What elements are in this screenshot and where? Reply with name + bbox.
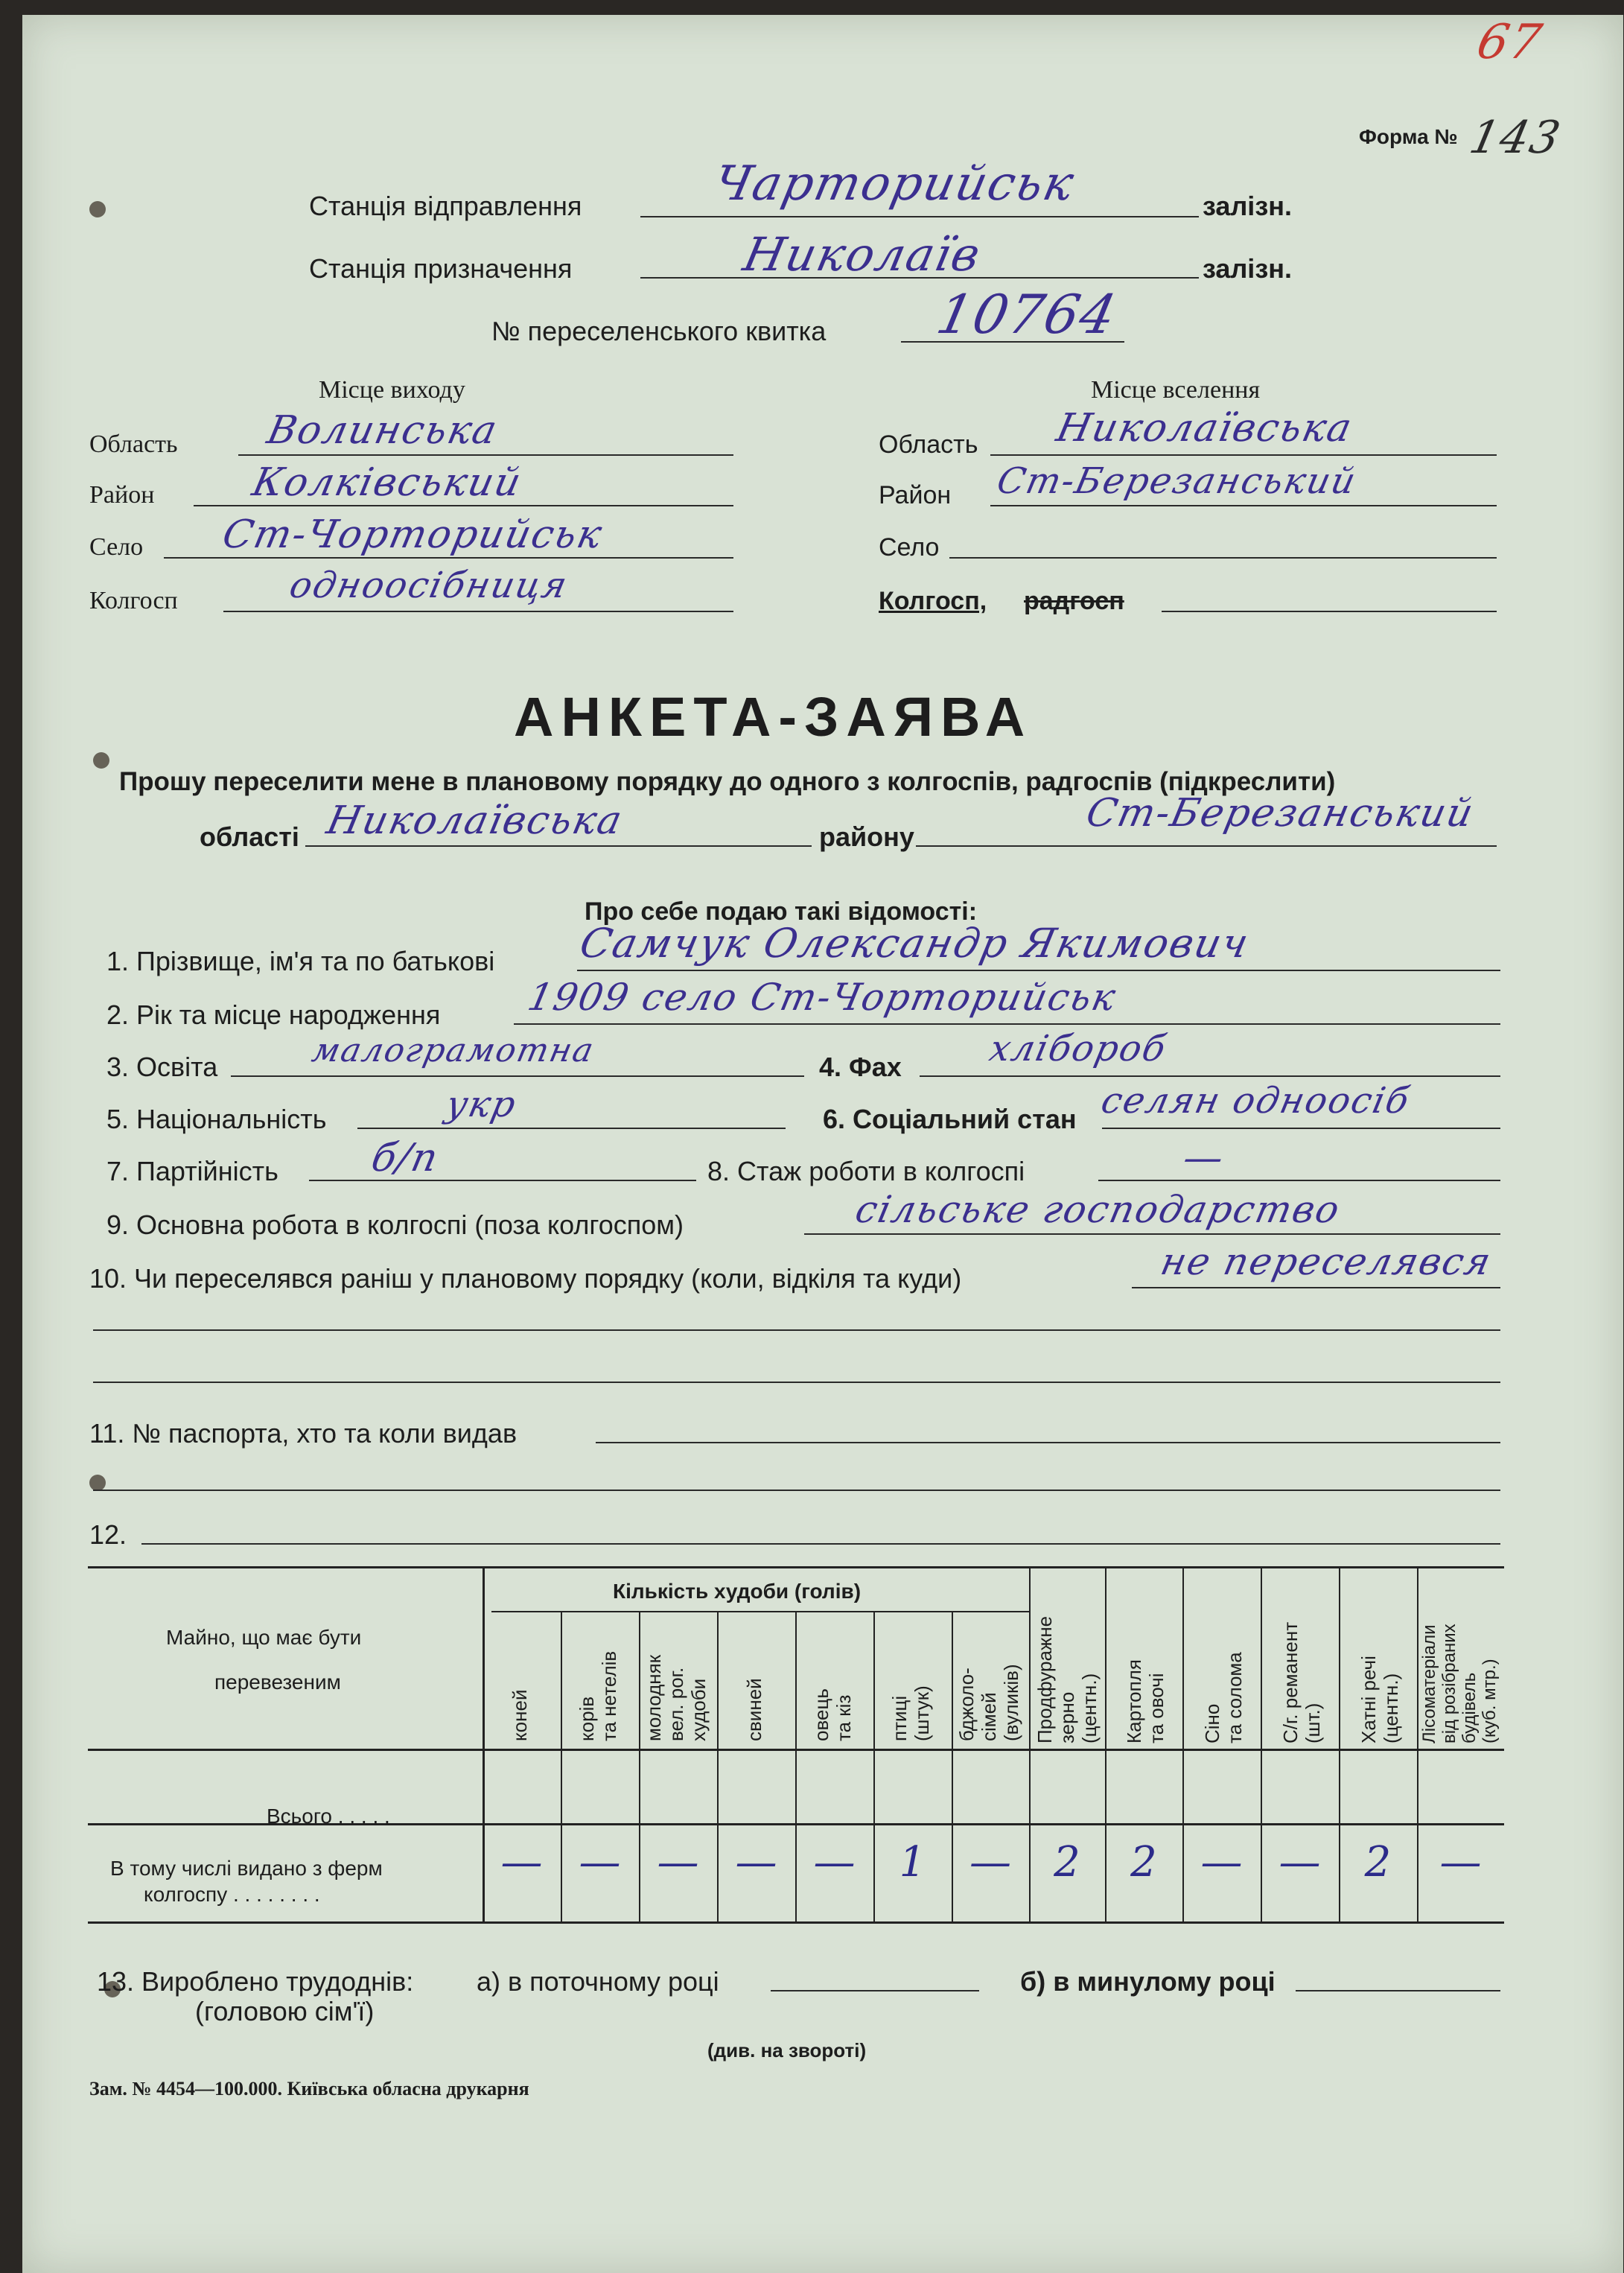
q8-line [1098,1180,1500,1181]
q4-line [920,1075,1500,1077]
col-bees: бджоло- сімей (вуликів) [955,1664,1022,1741]
q3-label: 3. Освіта [106,1052,218,1082]
q12-line [141,1543,1500,1545]
col-cows: корів та нетелів [576,1650,620,1741]
current-year-line [771,1990,979,1991]
forma-label: Форма № [1359,125,1458,148]
destination-label: Станція призначення [309,253,573,284]
q5-line [357,1128,786,1129]
dest-oblast-label: Область [879,430,978,459]
dest-raion-line [990,505,1497,506]
ticket-value: 10764 [932,283,1123,346]
col-grain: Продфуражне зерно (центн.) [1034,1615,1101,1743]
origin-heading: Місце виходу [319,376,465,404]
dest-oblast-value: Николаївська [1052,406,1357,451]
dest-selo-label: Село [879,533,940,562]
issued-value-cell: — [579,1838,621,1886]
printer-note: Зам. № 4454—100.000. Київська обласна друкарня [89,2078,529,2099]
request-text: Прошу переселити мене в плановому порядку до одного з колгоспів, радгоспів (підкреслити) [119,767,1336,796]
origin-selo-label: Село [89,533,144,561]
property-header-1: Майно, що має бути [166,1626,362,1649]
departure-suffix: залізн. [1203,191,1292,221]
origin-kolhosp-label: Колгосп [89,587,178,614]
previous-year-line [1296,1990,1500,1991]
archive-number: 67 [1472,15,1548,70]
request-raion-line [916,845,1497,847]
departure-line [640,216,1199,217]
request-oblast-label: області [200,821,299,852]
form-sheet [22,15,1623,2273]
q8-value: — [1179,1136,1229,1180]
q10-label: 10. Чи переселявся раніш у плановому порядку (коли, відкіля та куди) [89,1263,962,1294]
dest-raion-value: Ст-Березанський [993,460,1361,502]
origin-raion-line [194,505,733,506]
origin-raion-value: Колківський [248,460,526,505]
dest-kolhosp-line [1162,611,1497,612]
property-table [88,1566,1504,1924]
dest-raion-label: Район [879,481,952,509]
col-tools: С/г. реманент (шт.) [1279,1621,1324,1743]
ticket-label: № переселенського квитка [491,316,827,346]
col-young-cattle: молодняк вел. рог. худоби [643,1654,710,1741]
origin-kolhosp-line [223,611,733,612]
forma-number: 143 [1465,112,1566,164]
departure-value: Чарторийськ [709,156,1080,212]
q7-value: б/п [367,1136,444,1180]
q1-line [577,970,1500,971]
dest-oblast-line [990,454,1497,456]
q11-label: 11. № паспорта, хто та коли видав [89,1418,518,1449]
origin-selo-line [164,557,733,559]
punch-hole [89,201,106,217]
destination-value: Николаїв [739,227,987,282]
dest-radhosp-label: радгосп [1024,587,1124,615]
row-issued-label-1: В тому числі видано з ферм [110,1857,383,1880]
issued-value-cell: — [969,1838,1011,1886]
q10-value: не переселявся [1156,1240,1496,1283]
q4-label: 4. Фах [819,1052,902,1082]
issued-value-cell: 2 [1130,1838,1157,1886]
q4-value: хлібороб [986,1028,1171,1069]
dest-kolhosp-label: Колгосп, [879,587,987,615]
col-hay: Сіно та солома [1201,1652,1246,1743]
origin-oblast-value: Волинська [263,408,503,453]
request-oblast-line [305,845,812,847]
destination-heading: Місце вселення [1091,376,1261,404]
workdays-sub: (головою сім'ї) [195,1996,375,2026]
q12-label: 12. [89,1519,127,1550]
current-year-label: а) в поточному році [477,1966,719,1997]
origin-oblast-label: Область [89,430,178,458]
page-title: АНКЕТА-ЗАЯВА [514,686,1033,748]
q9-value: сільське господарство [851,1188,1345,1231]
destination-suffix: залізн. [1203,253,1292,284]
request-raion-label: району [819,821,914,852]
q3-value: малограмотна [308,1031,599,1069]
issued-value-cell: — [1439,1838,1482,1886]
col-timber: Лісоматеріали від розібраних будівель (куб. мтр.) [1419,1624,1500,1743]
col-poultry: птиці (штук) [888,1685,933,1741]
punch-hole [89,1475,106,1491]
q9-line [804,1233,1500,1235]
livestock-header: Кількість худоби (голів) [613,1580,862,1603]
issued-value-cell: 2 [1364,1838,1392,1886]
about-heading: Про себе подаю такі відомості: [585,897,978,926]
q9-label: 9. Основна робота в колгоспі (поза колгоспом) [106,1209,684,1240]
origin-oblast-line [238,454,733,456]
origin-selo-value: Ст-Чорторийськ [218,512,608,557]
row-issued-label-2: колгоспу . . . . . . . . [144,1883,320,1906]
origin-kolhosp-value: одноосібниця [286,565,573,606]
issued-value-cell: — [813,1838,856,1886]
issued-value-cell: — [735,1838,777,1886]
q1-value: Самчук Олександр Якимович [576,920,1254,967]
q11-extra-line [93,1490,1500,1491]
q5-value: укр [442,1084,521,1125]
q10-extra-line [93,1382,1500,1383]
q2-value: 1909 село Ст-Чорторийськ [523,976,1121,1019]
q8-label: 8. Стаж роботи в колгоспі [707,1156,1025,1186]
previous-year-label: б) в минулому році [1020,1966,1276,1997]
q2-label: 2. Рік та місце народження [106,999,441,1030]
q11-line [596,1442,1500,1443]
see-back-note: (див. на звороті) [707,2039,867,2061]
request-oblast-value: Николаївська [322,798,628,843]
issued-value-cell: — [657,1838,699,1886]
issued-value-cell: 2 [1054,1838,1080,1886]
q1-label: 1. Прізвище, ім'я та по батькові [106,946,495,976]
q2-line [514,1023,1500,1025]
departure-label: Станція відправлення [309,191,582,221]
issued-value-cell: — [1200,1838,1243,1886]
q5-label: 5. Національність [106,1104,327,1134]
q6-value: селян одноосіб [1098,1080,1414,1122]
issued-value-cell: — [500,1838,543,1886]
q6-label: 6. Соціальний стан [823,1104,1077,1134]
origin-raion-label: Район [89,481,155,509]
issued-value-cell: — [1278,1838,1321,1886]
col-horses: коней [509,1689,531,1741]
q3-line [231,1075,804,1077]
q7-label: 7. Партійність [106,1156,278,1186]
property-header-2: перевезеним [214,1670,341,1694]
q10-extra-line [93,1329,1500,1331]
q6-line [1102,1128,1500,1129]
issued-value-cell: 1 [899,1838,926,1886]
col-potatoes: Картопля та овочі [1123,1659,1168,1743]
workdays-label: 13. Вироблено трудоднів: [97,1966,414,1997]
request-raion-value: Ст-Березанський [1082,791,1479,836]
col-household: Хатні речі (центн.) [1357,1656,1402,1743]
col-sheep: овець та кіз [810,1688,855,1741]
row-total-label: Всього . . . . . [267,1805,390,1828]
q10-line [1132,1287,1500,1288]
punch-hole [93,752,109,769]
col-pigs: свиней [743,1678,765,1741]
dest-selo-line [949,557,1497,559]
